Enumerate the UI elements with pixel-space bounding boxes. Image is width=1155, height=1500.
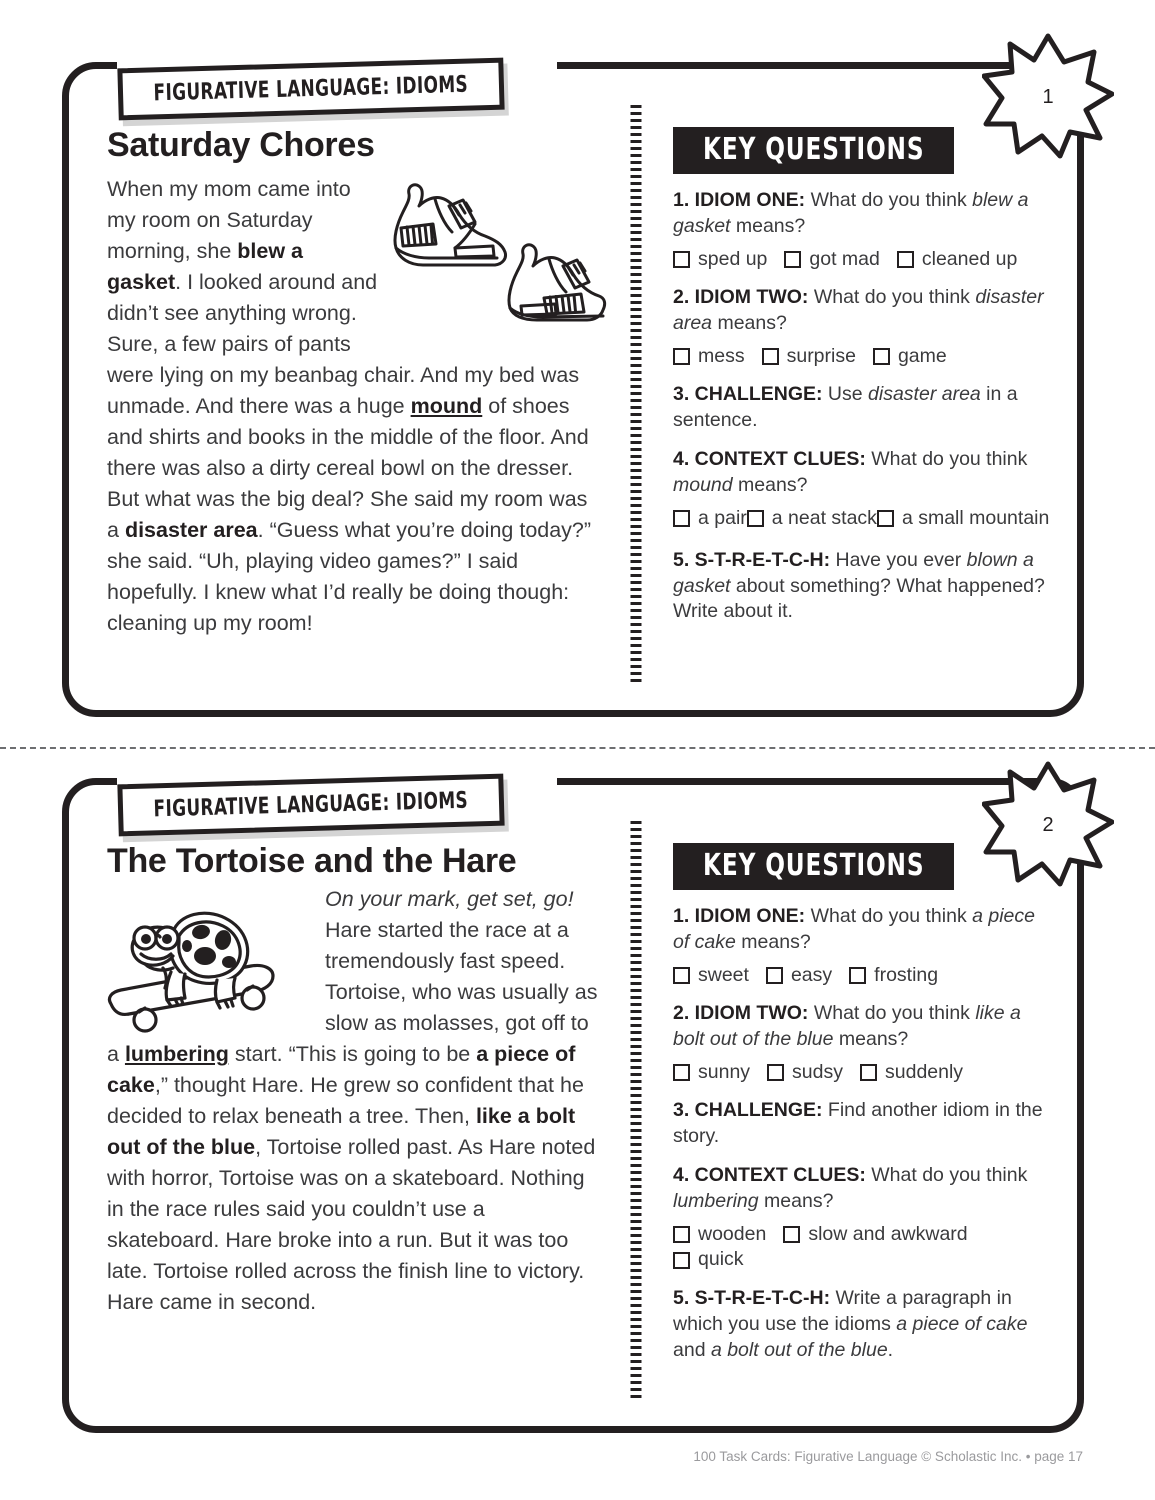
question-block	[673, 904, 1055, 988]
answer-option[interactable]	[762, 344, 856, 369]
question-block	[673, 1001, 1055, 1085]
checkbox-icon[interactable]	[784, 251, 801, 268]
checkbox-icon[interactable]	[673, 1252, 690, 1269]
question-block	[673, 285, 1055, 369]
answer-option-label: frosting	[874, 963, 939, 986]
answer-option[interactable]	[766, 963, 832, 988]
question-block	[673, 447, 1055, 534]
question-lead: 5. S-T-R-E-T-C-H:	[673, 548, 831, 571]
answer-option-label: a small mountain	[901, 507, 1050, 530]
column-divider	[625, 69, 647, 710]
questions-list	[673, 904, 1055, 1364]
answer-option[interactable]	[747, 506, 877, 531]
answer-option-label: game	[897, 345, 947, 368]
story-text: On your mark, get set, go! Hare started the race at a tremendously fast speed. Tortoise, who was usually as slow as molasses, got off to a lumbering start. “This is going to be a piece of cake,” thought Hare. He grew so confident that he decided to relax beneath a tree. Then, like a bolt out of the blue, Tortoise rolled past. As Hare noted with horror, Tortoise was on a skateboard. Nothing in the race rules said you couldn’t use a skateboard. Hare broke into a run. But it was too late. Tortoise rolled across the finish line to victory. Hare came in second.	[107, 887, 598, 1314]
dashed-divider-line	[631, 105, 642, 686]
option-list	[673, 1060, 1055, 1085]
option-list	[673, 1222, 1055, 1273]
label-box	[117, 58, 504, 121]
answer-option-label: a pair	[698, 507, 747, 530]
answer-option-label: mess	[698, 345, 745, 368]
answer-option-label: sudsy	[792, 1061, 843, 1084]
checkbox-icon[interactable]	[673, 510, 690, 527]
answer-option[interactable]	[849, 963, 938, 988]
question-block	[673, 1163, 1055, 1273]
answer-option[interactable]	[897, 247, 1017, 272]
question-text: 5. S-T-R-E-T-C-H: Write a paragraph in which you use the idioms a piece of cake and a bolt out of the blue.	[673, 1286, 1028, 1361]
category-label-1	[117, 58, 504, 121]
answer-option-label: wooden	[698, 1223, 767, 1246]
question-text: 4. CONTEXT CLUES: What do you think lumbering means?	[673, 1164, 1028, 1213]
question-text: 1. IDIOM ONE: What do you think blew a gasket means?	[673, 189, 1029, 237]
answer-option-label: surprise	[786, 345, 856, 368]
question-lead: 2. IDIOM TWO:	[673, 1002, 809, 1025]
answer-option[interactable]	[877, 506, 1049, 531]
card-number-badge-2	[982, 760, 1114, 888]
checkbox-icon[interactable]	[673, 251, 690, 268]
card-number-badge-1	[982, 32, 1114, 160]
story-text: When my mom came into my room on Saturday morning, she blew a gasket. I looked around and didn’t see anything wrong. Sure, a few pairs of pants were lying on my beanbag chair. And my bed was unmade. And there was a huge mound of shoes and shirts and books in the middle of the floor. And there was also a dirty cereal bowl on the dresser. But what was the big deal? She said my room was a disaster area. “Guess what you’re doing today?” she said. “Uh, playing video games?” I said hopefully. I knew what I’d really be doing though: cleaning up my room!	[107, 177, 592, 635]
answer-option-label: a neat stack	[771, 507, 877, 530]
checkbox-icon[interactable]	[783, 1226, 800, 1243]
category-label-2	[117, 774, 504, 837]
task-card-1	[62, 62, 1084, 717]
key-questions-banner	[673, 843, 954, 890]
question-text: 4. CONTEXT CLUES: What do you think mound means?	[673, 448, 1028, 497]
answer-option[interactable]	[673, 247, 767, 272]
question-text: 1. IDIOM ONE: What do you think a piece of cake means?	[673, 905, 1035, 953]
question-block	[673, 1098, 1055, 1150]
questions-list	[673, 188, 1055, 625]
story-title: The Tortoise and the Hare	[107, 842, 517, 880]
dashed-divider-line	[631, 821, 642, 1402]
key-questions-label: KEY QUESTIONS	[703, 848, 925, 883]
option-list	[673, 506, 1055, 535]
question-block	[673, 548, 1055, 626]
question-lead: 2. IDIOM TWO:	[673, 286, 809, 309]
answer-option[interactable]	[673, 1060, 750, 1085]
answer-option-label: cleaned up	[921, 247, 1018, 270]
checkbox-icon[interactable]	[767, 1064, 784, 1081]
question-lead: 4. CONTEXT CLUES:	[673, 1164, 866, 1187]
cut-line	[0, 747, 1155, 749]
story-column	[69, 785, 625, 1426]
question-lead: 1. IDIOM ONE:	[673, 189, 806, 211]
answer-option-label: quick	[698, 1248, 744, 1271]
checkbox-icon[interactable]	[673, 967, 690, 984]
question-lead: 5. S-T-R-E-T-C-H:	[673, 1286, 831, 1309]
answer-option[interactable]	[673, 506, 747, 531]
checkbox-icon[interactable]	[877, 510, 894, 527]
page-footer: 100 Task Cards: Figurative Language © Scholastic Inc. • page 17	[693, 1449, 1083, 1464]
question-block	[673, 188, 1055, 272]
answer-option[interactable]	[673, 344, 745, 369]
category-label-text: FIGURATIVE LANGUAGE: IDIOMS	[153, 787, 469, 823]
column-divider	[625, 785, 647, 1426]
checkbox-icon[interactable]	[873, 348, 890, 365]
story-body	[107, 174, 601, 638]
answer-option[interactable]	[873, 344, 947, 369]
question-text: 2. IDIOM TWO: What do you think like a bolt out of the blue means?	[673, 1002, 1021, 1051]
checkbox-icon[interactable]	[673, 348, 690, 365]
card-number: 2	[1042, 813, 1054, 836]
answer-option[interactable]	[673, 1247, 744, 1272]
answer-option-label: sunny	[698, 1061, 751, 1084]
story-body	[107, 884, 601, 1317]
answer-option-label: sweet	[698, 963, 749, 986]
checkbox-icon[interactable]	[849, 967, 866, 984]
question-text: 5. S-T-R-E-T-C-H: Have you ever blown a gasket about something? What happened? Write about it.	[673, 548, 1045, 623]
tortoise-on-skateboard-illustration	[101, 888, 313, 1036]
checkbox-icon[interactable]	[860, 1064, 877, 1081]
answer-option[interactable]	[783, 1222, 967, 1247]
question-text: 3. CHALLENGE: Use disaster area in a sentence.	[673, 383, 1018, 432]
answer-option[interactable]	[784, 247, 879, 272]
option-list	[673, 963, 1055, 988]
question-block	[673, 1286, 1055, 1364]
checkbox-icon[interactable]	[762, 348, 779, 365]
question-text: 3. CHALLENGE: Find another idiom in the story.	[673, 1099, 1043, 1148]
card-number: 1	[1042, 85, 1054, 108]
story-column	[69, 69, 625, 710]
answer-option-label: easy	[790, 963, 833, 986]
question-block	[673, 382, 1055, 434]
question-text: 2. IDIOM TWO: What do you think disaster area means?	[673, 286, 1044, 335]
answer-option[interactable]	[673, 963, 749, 988]
checkbox-icon[interactable]	[673, 1064, 690, 1081]
option-list	[673, 344, 1055, 369]
key-questions-banner	[673, 127, 954, 174]
answer-option-label: suddenly	[885, 1061, 964, 1084]
checkbox-icon[interactable]	[747, 510, 764, 527]
checkbox-icon[interactable]	[766, 967, 783, 984]
checkbox-icon[interactable]	[673, 1226, 690, 1243]
story-title: Saturday Chores	[107, 126, 375, 164]
task-card-2	[62, 778, 1084, 1433]
key-questions-label: KEY QUESTIONS	[703, 132, 925, 167]
question-lead: 1. IDIOM ONE:	[673, 905, 806, 927]
option-row	[673, 1247, 1055, 1272]
question-lead: 3. CHALLENGE:	[673, 1099, 823, 1122]
questions-column	[647, 69, 1077, 710]
label-box	[117, 774, 504, 837]
answer-option[interactable]	[673, 1222, 766, 1247]
answer-option[interactable]	[767, 1060, 843, 1085]
answer-option[interactable]	[860, 1060, 963, 1085]
question-lead: 3. CHALLENGE:	[673, 383, 823, 406]
checkbox-icon[interactable]	[897, 251, 914, 268]
option-list	[673, 247, 1055, 272]
question-lead: 4. CONTEXT CLUES:	[673, 448, 866, 471]
answer-option-label: got mad	[809, 247, 880, 270]
answer-option-label: slow and awkward	[808, 1223, 968, 1246]
sneakers-illustration	[389, 180, 607, 330]
category-label-text: FIGURATIVE LANGUAGE: IDIOMS	[153, 71, 469, 107]
option-row	[673, 1222, 1055, 1247]
answer-option-label: sped up	[698, 247, 768, 270]
